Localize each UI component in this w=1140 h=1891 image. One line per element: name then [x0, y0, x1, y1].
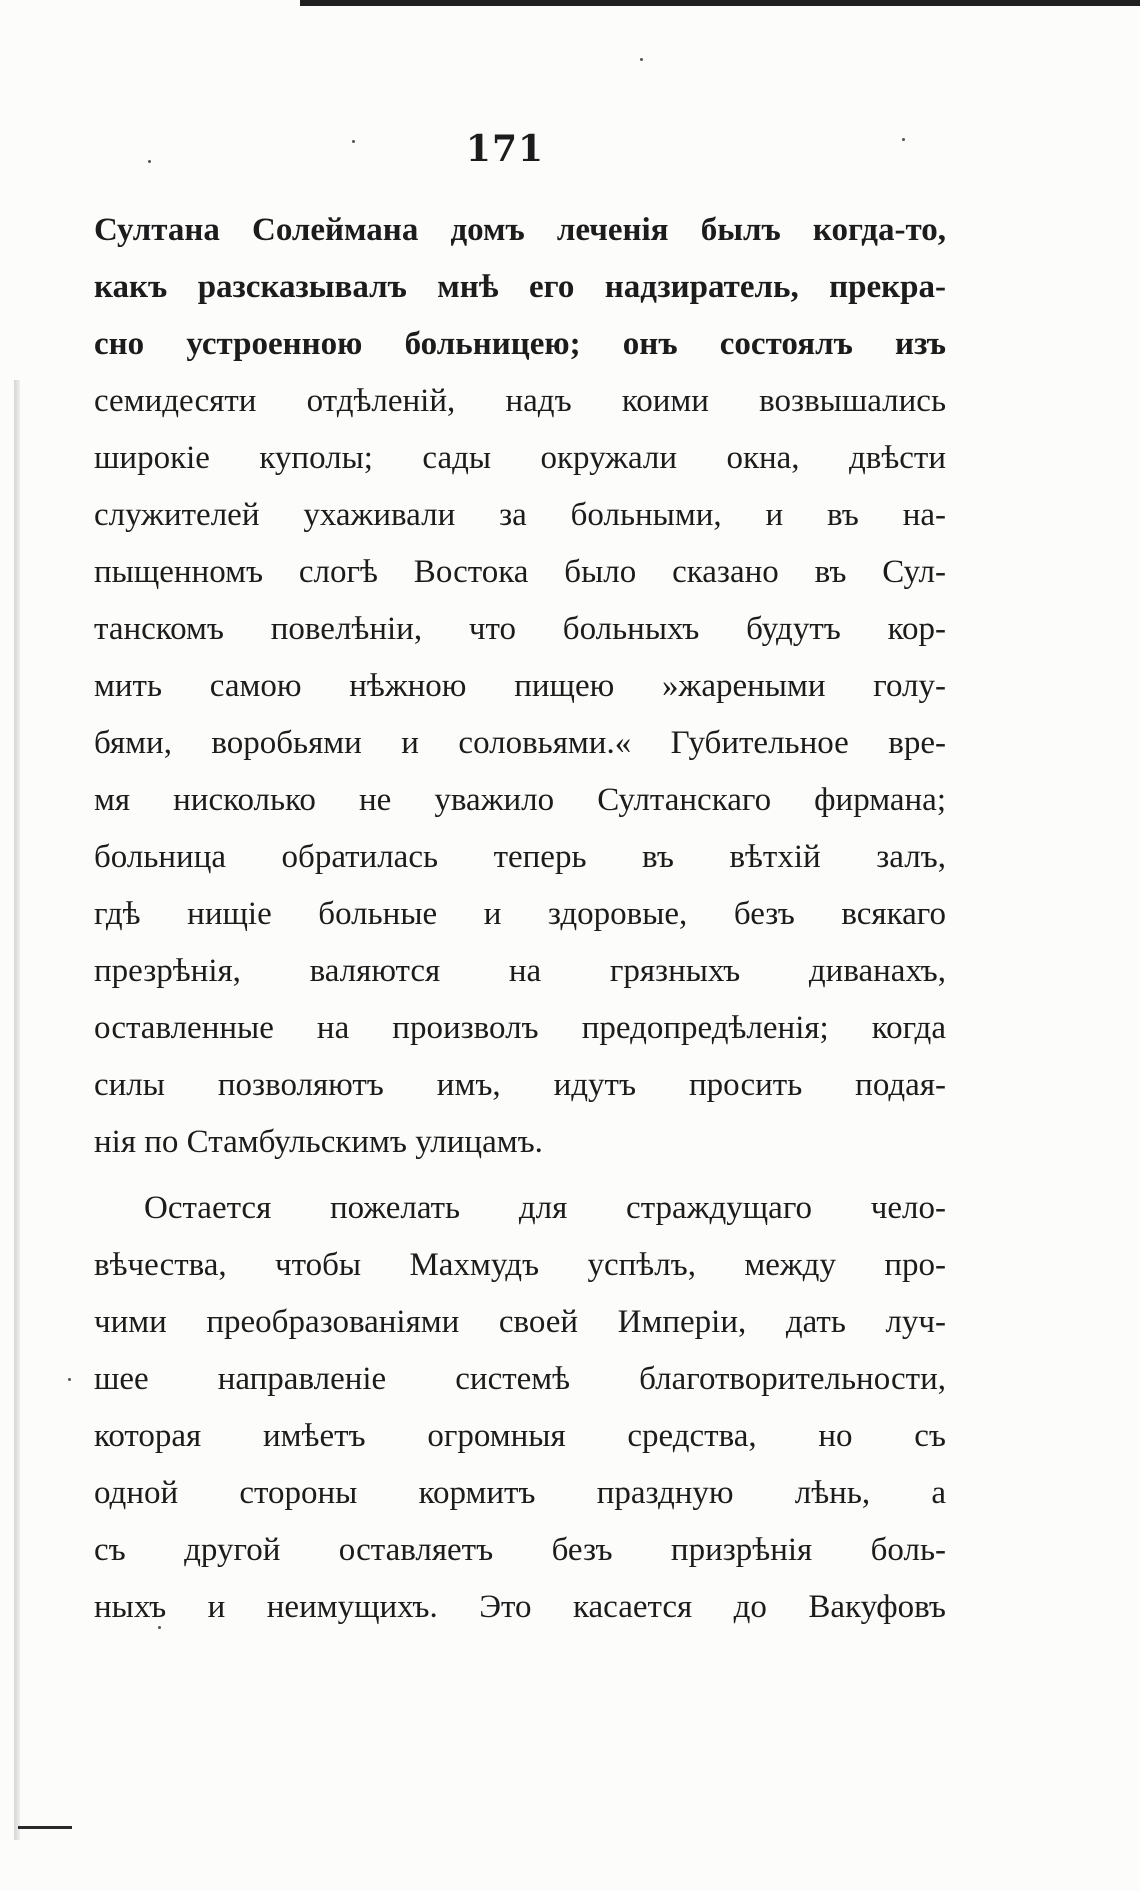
text-line: ныхъ и неимущихъ. Это касается до Вакуфовъ [94, 1589, 946, 1625]
text-line: гдѣ нищіе больные и здоровые, безъ всякаго [94, 896, 946, 932]
text-line: съ другой оставляетъ безъ призрѣнія боль- [94, 1532, 946, 1568]
paragraph-2 [94, 1180, 946, 1636]
top-edge-shadow [300, 0, 1140, 6]
text-line: широкіе куполы; сады окружали окна, двѣсти [94, 440, 946, 476]
text-line: танскомъ повелѣніи, что больныхъ будутъ кор- [94, 611, 946, 647]
print-speck [68, 1378, 71, 1381]
text-line: нія по Стамбульскимъ улицамъ. [94, 1124, 543, 1160]
left-edge-shadow [14, 380, 20, 1840]
text-line: служителей ухаживали за больными, и въ на- [94, 497, 946, 533]
text-line: семидесяти отдѣленій, надъ коими возвышались [94, 383, 946, 419]
page-number: 171 [465, 128, 545, 170]
text-line: мя нисколько не уважило Султанскаго фирмана; [94, 782, 946, 818]
text-line: больница обратилась теперь въ вѣтхій залъ, [94, 839, 946, 875]
text-line: Остается пожелать для страждущаго чело- [144, 1190, 946, 1226]
paragraph-1 [94, 202, 946, 1171]
text-line: какъ разсказывалъ мнѣ его надзиратель, прекра- [94, 269, 946, 305]
text-line: бями, воробьями и соловьями.« Губительное вре- [94, 725, 946, 761]
text-line: презрѣнія, валяются на грязныхъ диванахъ, [94, 953, 946, 989]
print-speck [640, 58, 643, 61]
text-line: которая имѣетъ огромныя средства, но съ [94, 1418, 946, 1454]
text-line: пыщенномъ слогѣ Востока было сказано въ Сул- [94, 554, 946, 590]
body-text [94, 202, 946, 1636]
text-line: силы позволяютъ имъ, идутъ просить подая- [94, 1067, 946, 1103]
text-line: оставленные на произволъ предопредѣленія; когда [94, 1010, 946, 1046]
text-line: одной стороны кормитъ праздную лѣнь, а [94, 1475, 946, 1511]
paragraph-gap [94, 1171, 946, 1180]
text-line: Султана Солеймана домъ леченія былъ когда-то, [94, 212, 946, 248]
text-line: сно устроенною больницею; онъ состоялъ изъ [94, 326, 946, 362]
text-line: шее направленіе системѣ благотворительности, [94, 1361, 946, 1397]
text-line: мить самою нѣжною пищею »жареными голу- [94, 668, 946, 704]
text-line: вѣчества, чтобы Махмудъ успѣлъ, между про- [94, 1247, 946, 1283]
text-line: чими преобразованіями своей Имперіи, дать луч- [94, 1304, 946, 1340]
bottom-edge-mark [18, 1826, 72, 1829]
